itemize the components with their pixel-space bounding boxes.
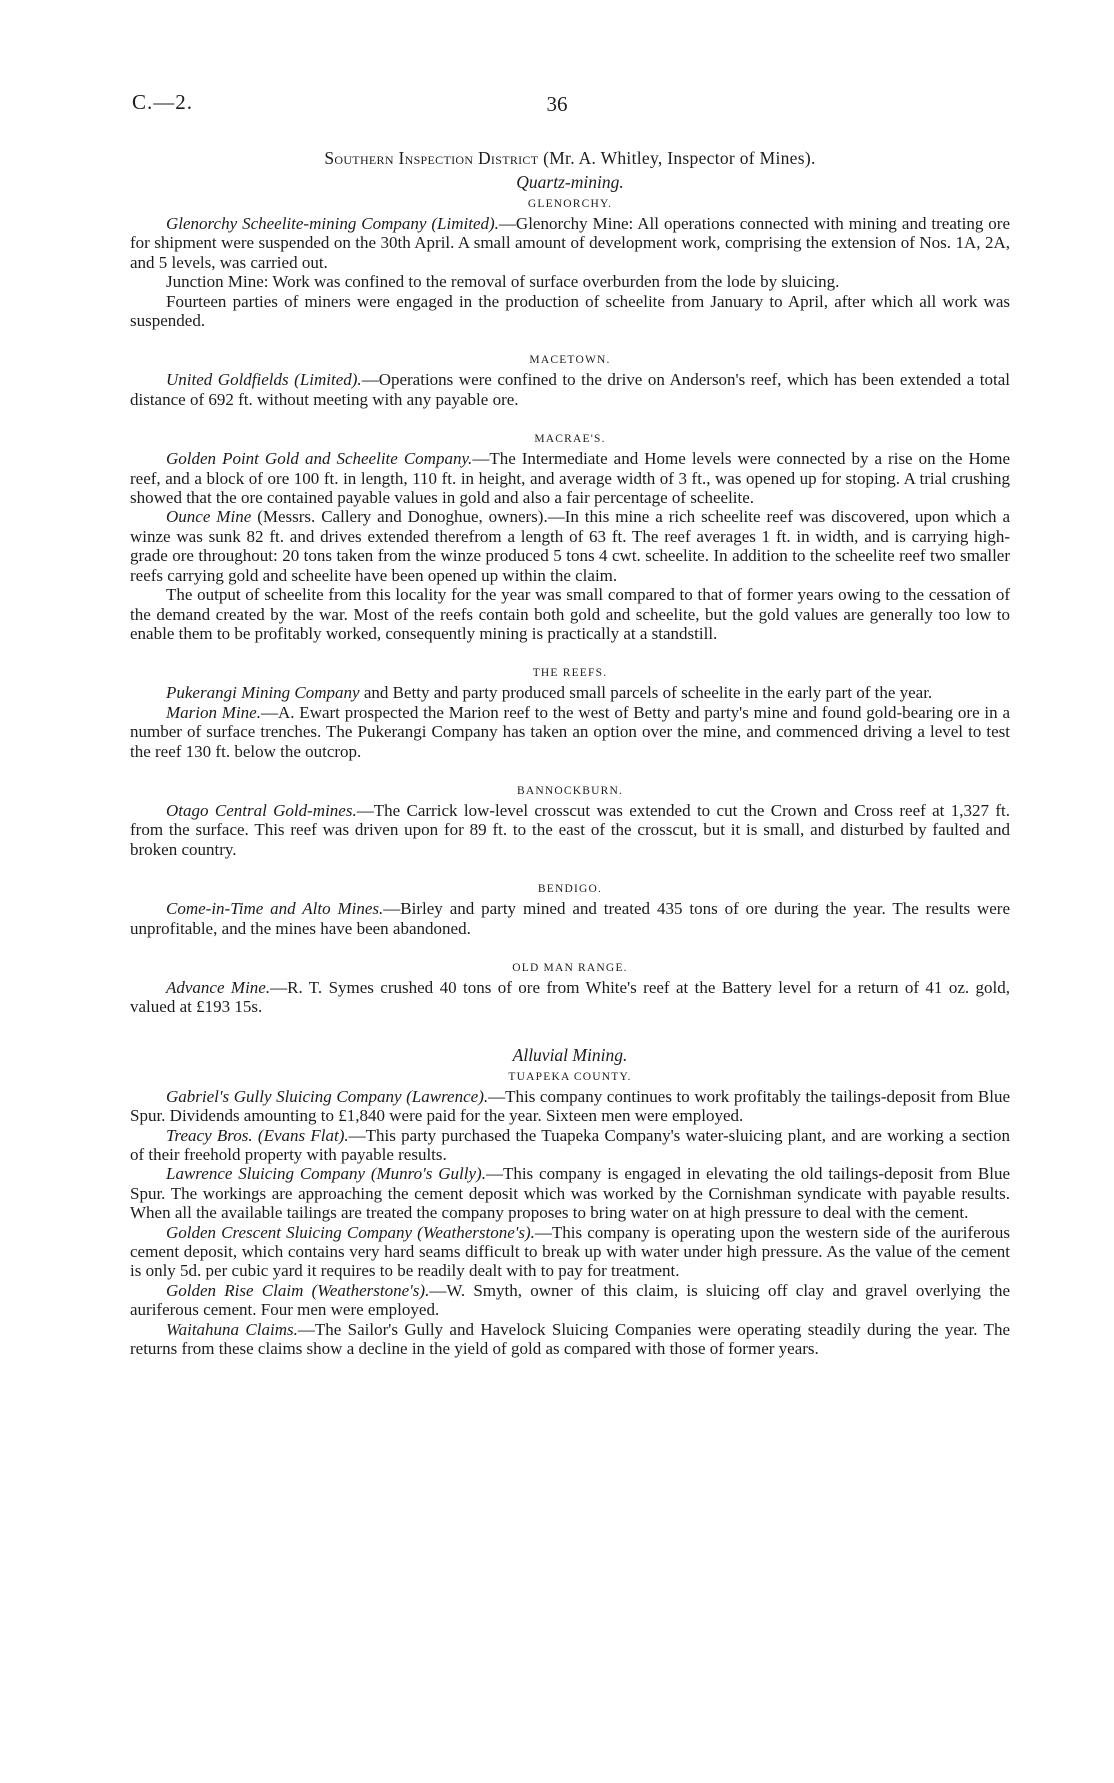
section-title-bannockburn: BANNOCKBURN. xyxy=(516,784,624,797)
paragraph xyxy=(130,899,1010,938)
paragraph: Fourteen parties of miners were engaged in the production of scheelite from January to April, after which all work was suspended. xyxy=(130,291,1010,331)
paragraph-text: and Betty and party produced small parcels of scheelite in the early part of the year. xyxy=(359,683,933,703)
section-title-reefs: THE REEFS. xyxy=(532,667,608,680)
paragraph xyxy=(130,801,1010,859)
company-name: Glenorchy Scheelite-mining Company (Limited). xyxy=(166,214,499,233)
company-name: Golden Crescent Sluicing Company (Weatherstone's). xyxy=(166,1222,535,1242)
paragraph xyxy=(130,214,1010,272)
section-title-old-man-range: OLD MAN RANGE. xyxy=(512,961,628,974)
paragraph-text: —Operations were confined to the drive on Anderson's reef, which has been extended a total distance of 692 ft. without meeting with any payable ore. xyxy=(130,370,1011,409)
company-name: Golden Rise Claim (Weatherstone's). xyxy=(166,1280,430,1300)
paragraph-text: —This company continues to work profitably the tailings-deposit from Blue Spur. Dividends amounting to £1,840 were paid for the year. Sixteen men were employed. xyxy=(130,1086,1010,1126)
company-name: Treacy Bros. (Evans Flat). xyxy=(166,1125,349,1145)
company-name: Marion Mine. xyxy=(166,702,261,722)
company-name: Pukerangi Mining Company xyxy=(166,683,360,703)
report-code: C.—2. xyxy=(132,90,194,114)
paragraph xyxy=(130,1087,1010,1126)
paragraph xyxy=(130,1320,1010,1359)
paragraph: Junction Mine: Work was confined to the removal of surface overburden from the lode by sluicing. xyxy=(166,272,840,292)
paragraph-text: —Glenorchy Mine: All operations connected with mining and treating ore for shipment were suspended on the 30th April. A small amount of development work, comprising the extension of Nos. 1A, 2A, and 5 levels, was carried out. xyxy=(130,214,1010,272)
section-title-glenorchy: GLENORCHY. xyxy=(527,198,613,210)
company-name: Otago Central Gold-mines. xyxy=(166,800,357,820)
paragraph xyxy=(130,978,1010,1017)
page-number: 36 xyxy=(546,92,568,116)
paragraph: The output of scheelite from this locality for the year was small compared to that of former years owing to the cessation of the demand created by the war. Most of the reefs contain both gold and scheelite, but the gold values are generally too low to enable them to be profitably worked, consequently mining is practically at a standstill. xyxy=(130,585,1010,643)
district-inspector: (Mr. A. Whitley, Inspector of Mines). xyxy=(543,148,816,168)
paragraph xyxy=(130,1164,1010,1222)
paragraph-text: —This company is operating upon the western side of the auriferous cement deposit, which contains very hard seams difficult to break up with water under high pressure. As the value of the cement is only 5d. per cubic yard it requires to be readily dealt with to pay for treatment. xyxy=(130,1222,1010,1281)
alluvial-mining-title: Alluvial Mining. xyxy=(512,1044,628,1065)
district-name: Southern Inspection District xyxy=(324,148,539,168)
paragraph-text: —R. T. Symes crushed 40 tons of ore from White's reef at the Battery level for a return of 41 oz. gold, valued at £193 15s. xyxy=(130,977,1011,1017)
paragraph-text: —This company is engaged in elevating the old tailings-deposit from Blue Spur. The workings are approaching the cement deposit which was worked by the Cornishman syndicate with payable results. When all the available tailings are treated the company proposes to bring water on at high pressure to deal with the cement. xyxy=(130,1164,1010,1223)
section-title-macraes: MACRAE'S. xyxy=(534,433,606,446)
paragraph-text: —The Intermediate and Home levels were connected by a rise on the Home reef, and a block of ore 100 ft. in length, 110 ft. in height, and average width of 3 ft., was opened up for stoping. A trial crushing showed that the ore contained payable values in gold and also a fair percentage of scheelite. xyxy=(130,449,1010,508)
paragraph xyxy=(130,507,1010,585)
section-title-tuapeka: TUAPEKA COUNTY. xyxy=(508,1070,632,1083)
company-name: Advance Mine. xyxy=(166,977,271,997)
paragraph xyxy=(130,449,1010,507)
paragraph-text: —This party purchased the Tuapeka Company's water-sluicing plant, and are working a section of their freehold property with payable results. xyxy=(130,1125,1010,1164)
quartz-mining-title: Quartz-mining. xyxy=(516,172,624,192)
paragraph xyxy=(130,683,1010,702)
paragraph-text: —The Carrick low-level crosscut was extended to cut the Crown and Cross reef at 1,327 ft. from the surface. This reef was driven upon for 89 ft. to the east of the crosscut, but it is small, and disturbed by faulted and broken country. xyxy=(130,800,1010,859)
paragraph xyxy=(130,1126,1010,1165)
paragraph xyxy=(130,1223,1010,1281)
paragraph-text: —A. Ewart prospected the Marion reef to the west of Betty and party's mine and found gold-bearing ore in a number of surface trenches. The Pukerangi Company has taken an option over the mine, and commenced driving a level to test the reef 130 ft. below the outcrop. xyxy=(130,702,1010,761)
company-name: Waitahuna Claims. xyxy=(166,1319,298,1339)
paragraph xyxy=(130,1281,1010,1320)
company-name: United Goldfields (Limited). xyxy=(166,370,362,390)
company-name: Lawrence Sluicing Company (Munro's Gully). xyxy=(166,1164,486,1184)
paragraph xyxy=(130,370,1010,409)
company-name: Ounce Mine xyxy=(166,507,252,527)
section-title-bendigo: BENDIGO. xyxy=(537,883,603,896)
paragraph-text: —W. Smyth, owner of this claim, is sluicing off clay and gravel overlying the auriferous cement. Four men were employed. xyxy=(130,1280,1010,1320)
paragraph-text: —The Sailor's Gully and Havelock Sluicing Companies were operating steadily during the year. The returns from these claims show a decline in the yield of gold as compared with those of former years. xyxy=(130,1319,1010,1359)
company-name: Come-in-Time and Alto Mines. xyxy=(166,899,384,919)
district-heading xyxy=(130,146,1010,170)
company-name: Golden Point Gold and Scheelite Company. xyxy=(166,449,473,469)
paragraph xyxy=(130,703,1010,761)
paragraph-text: (Messrs. Callery and Donoghue, owners).—In this mine a rich scheelite reef was discovered, upon which a winze was sunk 82 ft. and drives extended therefrom a length of 63 ft. The reef averages 1 ft. in width, and is carrying high-grade ore throughout: 20 tons taken from the winze produced 5 tons 4 cwt. scheelite. In addition to the scheelite reef two smaller reefs carrying gold and scheelite have been opened up within the claim. xyxy=(130,507,1010,585)
section-title-macetown: MACETOWN. xyxy=(529,354,611,367)
paragraph-text: —Birley and party mined and treated 435 tons of ore during the year. The results were unprofitable, and the mines have been abandoned. xyxy=(130,899,1010,938)
page-content xyxy=(130,146,1010,1358)
company-name: Gabriel's Gully Sluicing Company (Lawrence). xyxy=(166,1086,489,1106)
